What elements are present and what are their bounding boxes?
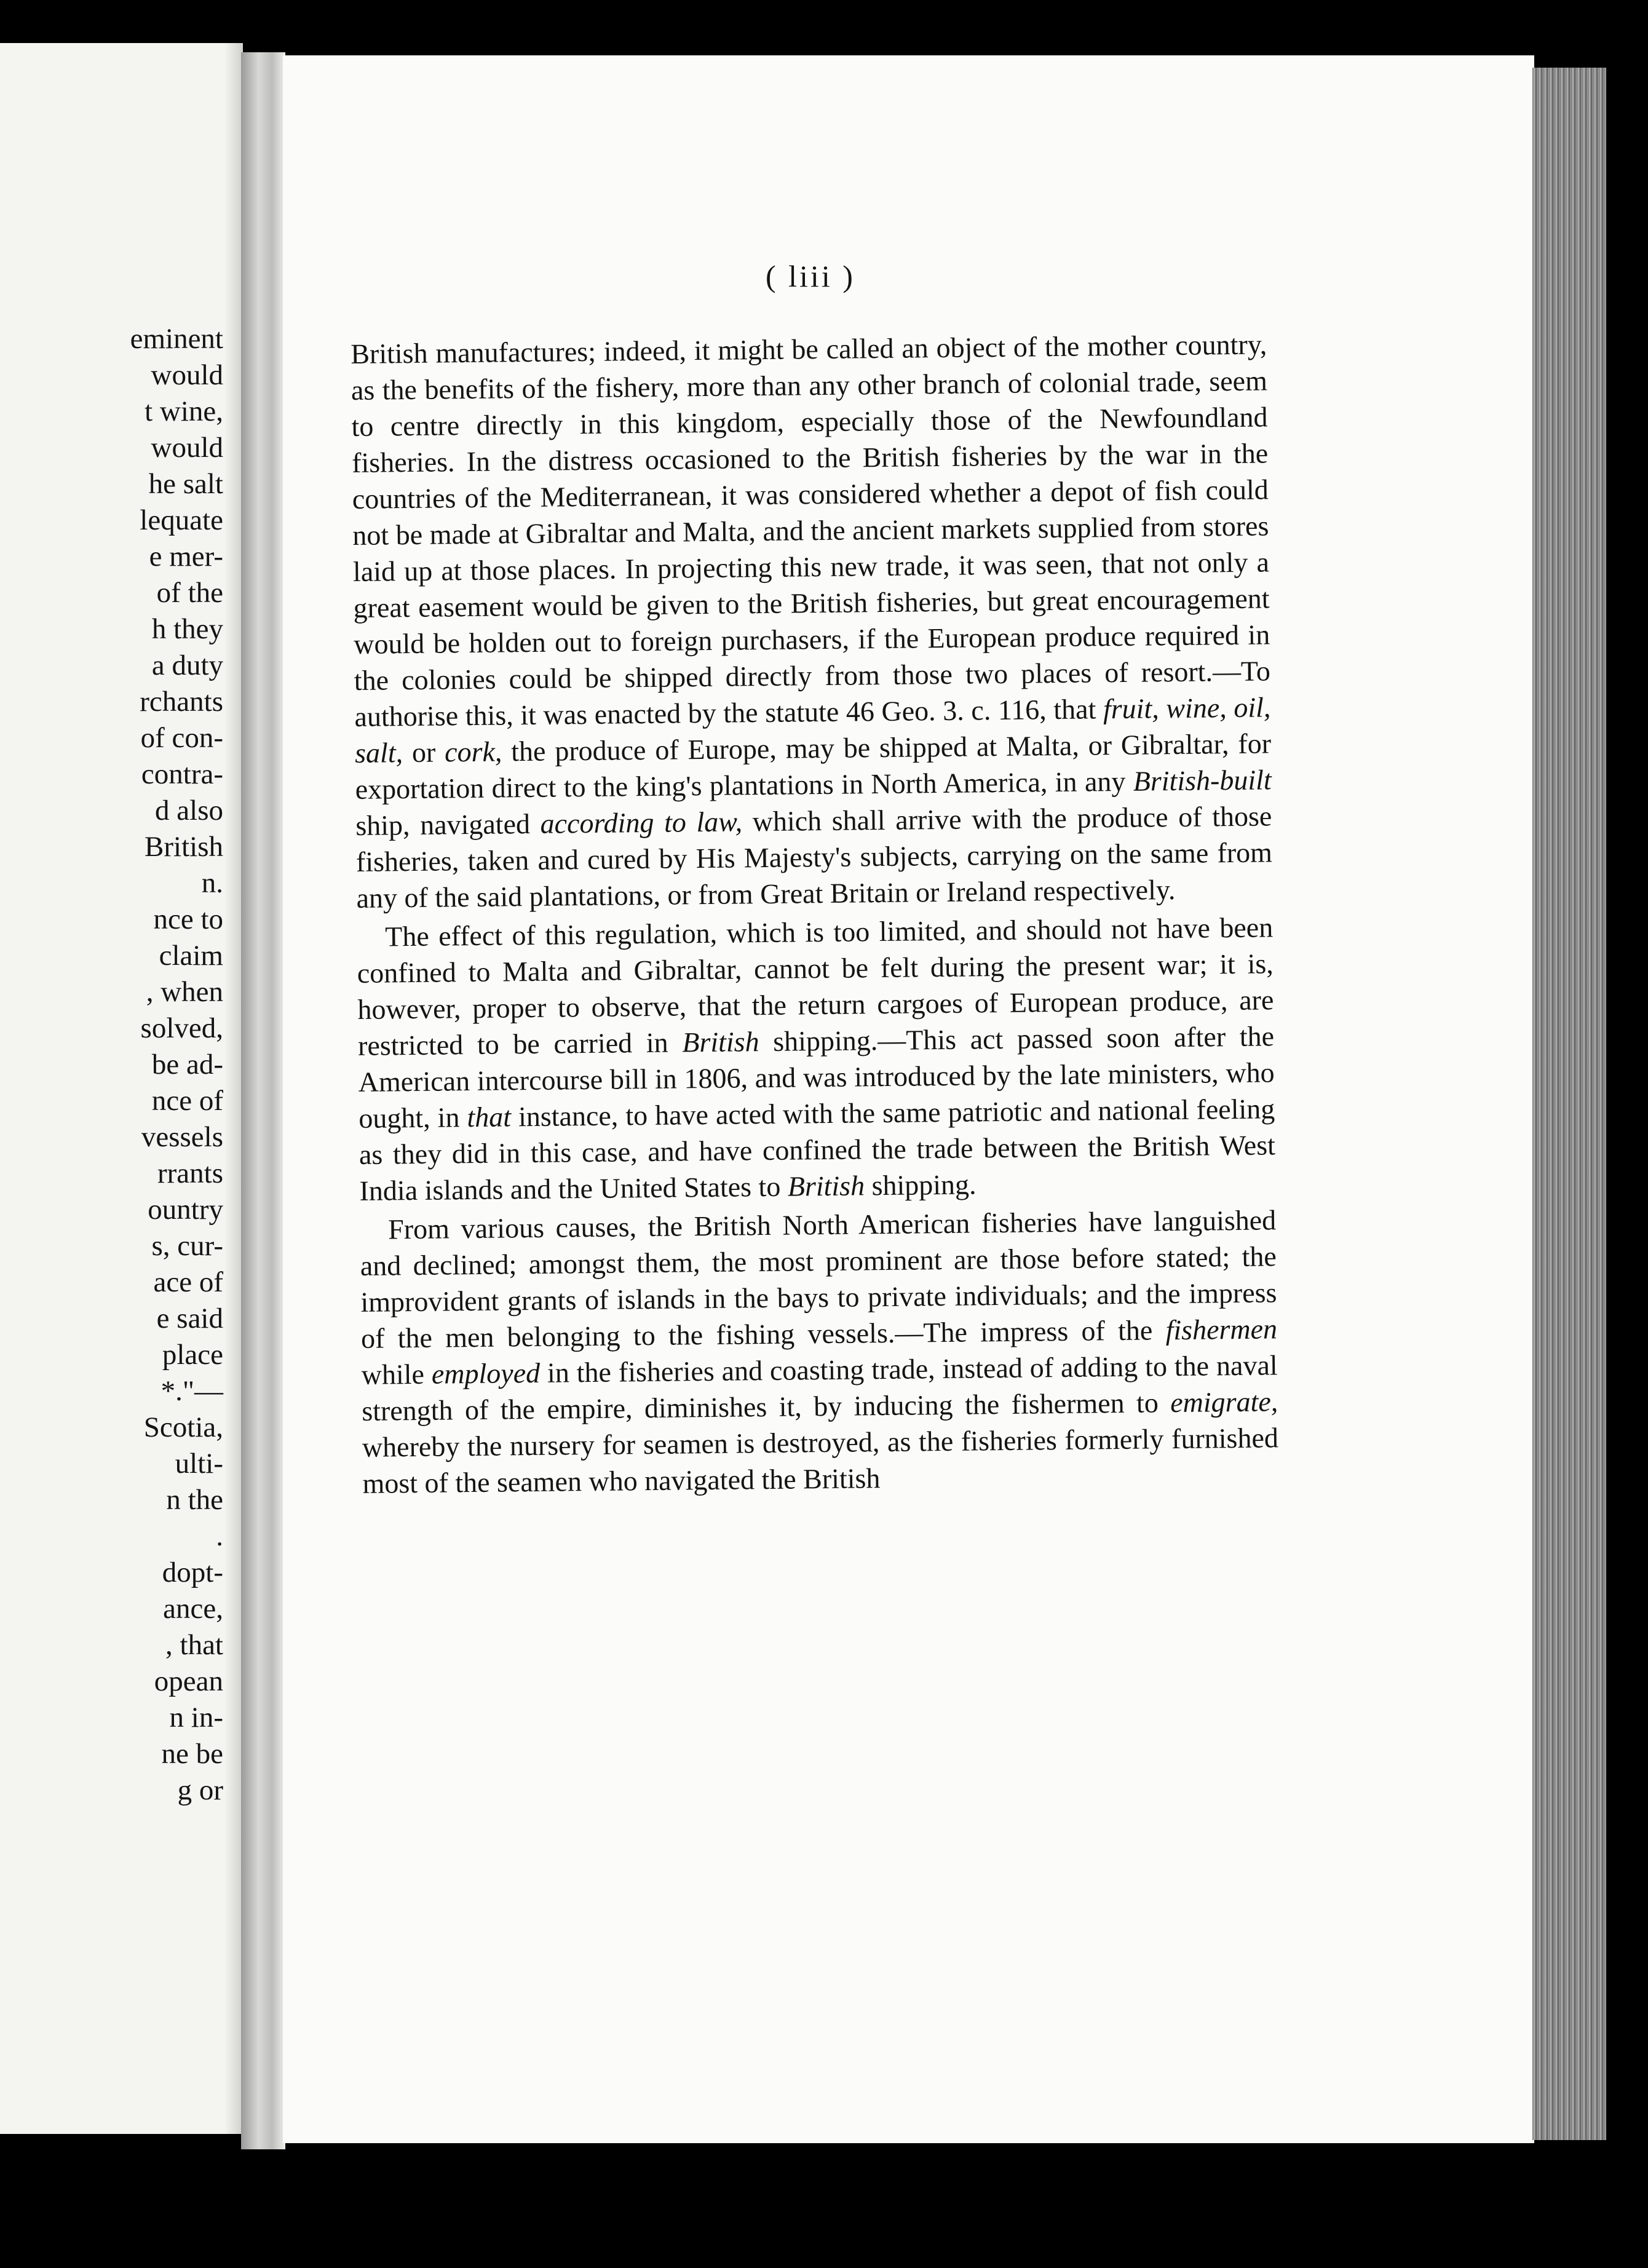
- left-page-line: of con-: [140, 722, 223, 754]
- paragraph: [360, 1202, 1279, 1502]
- left-page-line: , when: [146, 976, 223, 1008]
- left-page-line: n.: [201, 867, 223, 899]
- text-run: shipping.—This act passed soon after the American intercourse bill in 1806, and was introduced by the late ministers, who ought, in: [358, 1020, 1275, 1134]
- left-page-line: ountry: [148, 1194, 223, 1226]
- italic-text: British-built: [1133, 764, 1272, 797]
- italic-text: fishermen: [1165, 1313, 1278, 1346]
- text-run: which shall arrive with the produce of those fisheries, taken and cured by His Majesty's subjects, carrying on the same from any of the said plantations, or from Great Britain or Ireland respectively.: [355, 800, 1273, 914]
- left-page-line: n the: [166, 1484, 223, 1516]
- italic-text: employed: [431, 1357, 541, 1390]
- paragraph: [351, 326, 1273, 916]
- text-run: in the fisheries and coasting trade, instead of adding to the naval strength of the empire, diminishes it, by inducing the fishermen to: [362, 1349, 1278, 1427]
- left-page-line: place: [162, 1339, 223, 1371]
- text-run: From various causes, the British North American fisheries have languished and declined; amongst them, the most prominent are those before stated; the improvident grants of islands in the bays to private individuals; and the impress of the men belonging to the fishing vessels.—The impress of the: [360, 1204, 1277, 1354]
- italic-text: that: [467, 1101, 512, 1133]
- text-run: The effect of this regulation, which is too limited, and should not have been confined to Malta and Gibraltar, cannot be felt during the present war; it is, however, proper to observe, that the return cargoes of European produce, are restricted to be carried in: [357, 911, 1274, 1061]
- left-page-line: nce of: [151, 1085, 223, 1117]
- left-page-line: e said: [156, 1303, 223, 1334]
- italic-text: emigrate,: [1170, 1386, 1278, 1419]
- italic-text: fruit, wine, oil, salt,: [354, 691, 1271, 769]
- left-page-line: a duty: [151, 649, 223, 681]
- left-page-line: ance,: [163, 1593, 223, 1625]
- left-page-line: rchants: [140, 686, 223, 718]
- text-run: while: [361, 1358, 432, 1390]
- left-page-line: rrants: [157, 1157, 223, 1189]
- left-page-line: be ad-: [151, 1049, 223, 1080]
- left-page-line: he salt: [148, 468, 223, 500]
- text-run: British manufactures; indeed, it might be called an object of the mother country, as the benefits of the fishery, more than any other branch of colonial trade, seem to centre directly in this kingdom, especially those of the Newfoundland fisheries. In the distress occasioned to the British fisheries by the war in the countries of the Mediterranean, it was considered whether a depot of fish could not be made at Gibraltar and Malta, and the ancient markets supplied from stores laid up at those places. In projecting this new trade, it was seen, that not only a great easement would be given to the British fisheries, but great encouragement would be holden out to foreign purchasers, if the European produce required in the colonies could be shipped directly from those two places of resort.—To authorise this, it was enacted by the statute 46 Geo. 3. c. 116, that: [351, 328, 1271, 732]
- left-page-line: would: [151, 432, 223, 464]
- left-page-line: , that: [165, 1629, 223, 1661]
- text-run: whereby the nursery for seamen is destroyed, as the fisheries formerly furnished most of the seamen who navigated the British: [362, 1422, 1279, 1499]
- text-run: ship, navigated: [355, 807, 541, 841]
- book-gutter: [241, 52, 285, 2149]
- left-page-line: ulti-: [175, 1448, 223, 1480]
- left-page-line: .: [216, 1520, 223, 1552]
- left-page-line: solved,: [140, 1012, 223, 1044]
- left-page-line: d also: [155, 795, 223, 827]
- left-page-line: British: [145, 831, 223, 863]
- left-page-text-fragments: [130, 321, 223, 1809]
- left-page-line: n in-: [169, 1702, 223, 1734]
- left-page-line: opean: [154, 1665, 223, 1697]
- left-page-line: contra-: [141, 758, 223, 790]
- left-page-line: t wine,: [145, 395, 223, 427]
- italic-text: British: [787, 1170, 865, 1202]
- italic-text: British: [682, 1026, 759, 1058]
- left-page-line: eminent: [130, 323, 223, 355]
- left-page-line: would: [151, 359, 223, 391]
- italic-text: cork,: [444, 736, 502, 768]
- page-body-text: [351, 326, 1279, 1501]
- left-page-line: *."—: [160, 1375, 223, 1407]
- page-number: ( liii ): [766, 259, 855, 293]
- text-run: the produce of Europe, may be shipped at Malta, or Gibraltar, for exportation direct to the king's plantations in North America, in any: [355, 728, 1272, 805]
- page-edges: [1532, 68, 1606, 2140]
- text-run: shipping.: [864, 1168, 977, 1202]
- left-page-line: lequate: [140, 504, 223, 536]
- left-page-line: ace of: [153, 1266, 223, 1298]
- left-page-line: claim: [159, 940, 223, 972]
- text-run: instance, to have acted with the same patriotic and national feeling as they did in this case, and have confined the trade between the British West India islands and the United States to: [359, 1093, 1276, 1207]
- left-page-line: g or: [177, 1774, 223, 1806]
- left-page-line: dopt-: [162, 1556, 223, 1588]
- left-page-line: Scotia,: [143, 1411, 223, 1443]
- left-page-line: h they: [151, 613, 223, 645]
- left-facing-page: [0, 43, 243, 2134]
- left-page-line: vessels: [141, 1121, 223, 1153]
- left-page-line: e mer-: [149, 541, 223, 573]
- left-page-fold-shadow: [224, 43, 243, 2134]
- paragraph: [357, 909, 1276, 1209]
- left-page-line: ne be: [161, 1738, 223, 1770]
- left-page-line: of the: [156, 577, 223, 609]
- left-page-line: nce to: [153, 903, 223, 935]
- left-page-line: s, cur-: [151, 1230, 223, 1262]
- text-run: or: [402, 736, 445, 769]
- italic-text: according to law,: [540, 806, 743, 839]
